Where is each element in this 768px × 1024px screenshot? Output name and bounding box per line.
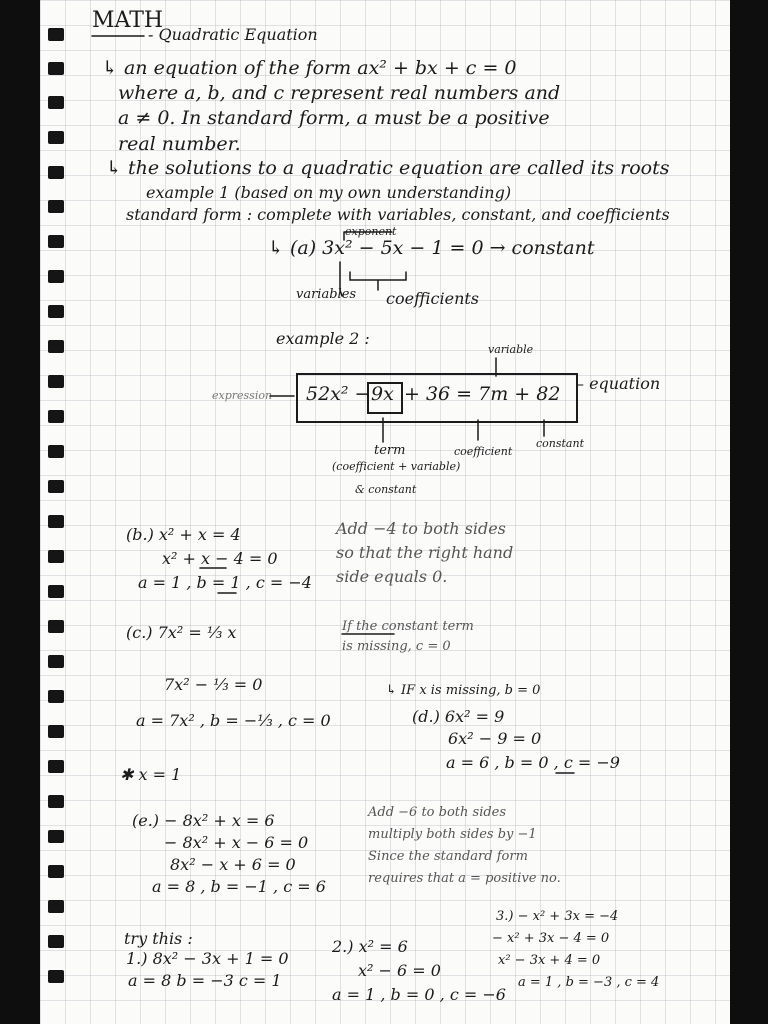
e-line: a = 8 , b = −1 , c = 6 bbox=[152, 877, 326, 896]
variable-label: variable bbox=[488, 343, 534, 356]
problem-2-line: 2.) x² = 6 bbox=[332, 937, 408, 956]
example1-equation: ↳ (a) 3x² − 5x − 1 = 0 → constant bbox=[268, 237, 595, 259]
expression-label: expression bbox=[212, 389, 273, 402]
and-constant-label: & constant bbox=[355, 483, 417, 496]
e-note: multiply both sides by −1 bbox=[368, 827, 537, 842]
b-note: side equals 0. bbox=[336, 567, 448, 586]
eq-part-left: 52x² − bbox=[306, 383, 371, 405]
b-note: Add −4 to both sides bbox=[336, 519, 506, 538]
definition-line: ↳ an equation of the form ax² + bx + c = 0 bbox=[102, 57, 517, 79]
problem-2-line: a = 1 , b = 0 , c = −6 bbox=[332, 985, 506, 1004]
d-note: ↳ IF x is missing, b = 0 bbox=[386, 683, 541, 698]
e-line: (e.) − 8x² + x = 6 bbox=[132, 811, 275, 830]
b-note: so that the right hand bbox=[336, 543, 514, 562]
variables-bracket bbox=[340, 262, 342, 296]
definition-line: where a, b, and c represent real numbers and bbox=[118, 82, 561, 104]
roots-line: ↳ the solutions to a quadratic equation are called its roots bbox=[106, 157, 670, 179]
x-note: ✱ x = 1 bbox=[120, 765, 182, 784]
note-title: MATH bbox=[92, 8, 164, 33]
e-note: Add −6 to both sides bbox=[368, 805, 507, 820]
exponent-arrow bbox=[344, 232, 392, 240]
b-line: (b.) x² + x = 4 bbox=[126, 525, 241, 544]
note-subtitle: - Quadratic Equation bbox=[148, 25, 318, 44]
d-line: 6x² − 9 = 0 bbox=[448, 729, 542, 748]
e-note: Since the standard form bbox=[368, 849, 528, 864]
coefficients-bracket bbox=[350, 272, 406, 290]
coefficients-label: coefficients bbox=[386, 289, 480, 308]
problem-3-line: 3.) − x² + 3x = −4 bbox=[496, 909, 619, 924]
problem-3-line: a = 1 , b = −3 , c = 4 bbox=[518, 975, 660, 990]
definition-line: real number. bbox=[118, 133, 241, 155]
definition-line: a ≠ 0. In standard form, a must be a positive bbox=[118, 107, 550, 129]
annotation-strokes bbox=[40, 0, 730, 1024]
constant-label: constant bbox=[536, 437, 584, 450]
eq-part-right: + 36 = 7m + 82 bbox=[404, 383, 561, 405]
b-line: a = 1 , b = 1 , c = −4 bbox=[138, 573, 312, 592]
coefficient-label: coefficient bbox=[454, 445, 513, 458]
d-line: a = 6 , b = 0 , c = −9 bbox=[446, 753, 620, 772]
b-line: x² + x − 4 = 0 bbox=[162, 549, 278, 568]
term-detail: (coefficient + variable) bbox=[332, 460, 461, 473]
exponent-label: exponent bbox=[345, 225, 397, 238]
term-label: term bbox=[374, 443, 406, 458]
try-this-label: try this : bbox=[124, 929, 193, 948]
c-note: If the constant term bbox=[342, 619, 474, 634]
variables-label: variables bbox=[296, 287, 357, 302]
e-note: requires that a = positive no. bbox=[368, 871, 561, 886]
example2-label: example 2 : bbox=[276, 329, 370, 348]
c-line: 7x² − ⅓ = 0 bbox=[164, 675, 263, 694]
eq-part-term: 9x bbox=[371, 383, 394, 405]
standard-form-line: standard form : complete with variables, constant, and coefficients bbox=[126, 205, 670, 224]
problem-1-line: 1.) 8x² − 3x + 1 = 0 bbox=[126, 949, 289, 968]
c-note: is missing, c = 0 bbox=[342, 639, 451, 654]
notebook-page bbox=[40, 0, 730, 1024]
c-line: (c.) 7x² = ⅓ x bbox=[126, 623, 237, 642]
problem-3-line: x² − 3x + 4 = 0 bbox=[498, 953, 601, 968]
problem-3-line: − x² + 3x − 4 = 0 bbox=[492, 931, 610, 946]
e-line: − 8x² + x − 6 = 0 bbox=[164, 833, 309, 852]
d-line: (d.) 6x² = 9 bbox=[412, 707, 505, 726]
problem-2-line: x² − 6 = 0 bbox=[358, 961, 441, 980]
e-line: 8x² − x + 6 = 0 bbox=[170, 855, 296, 874]
problem-1-line: a = 8 b = −3 c = 1 bbox=[128, 971, 282, 990]
example1-label: example 1 (based on my own understanding) bbox=[146, 183, 512, 202]
c-line: a = 7x² , b = −⅓ , c = 0 bbox=[136, 711, 331, 730]
equation-label: – equation bbox=[576, 374, 661, 393]
